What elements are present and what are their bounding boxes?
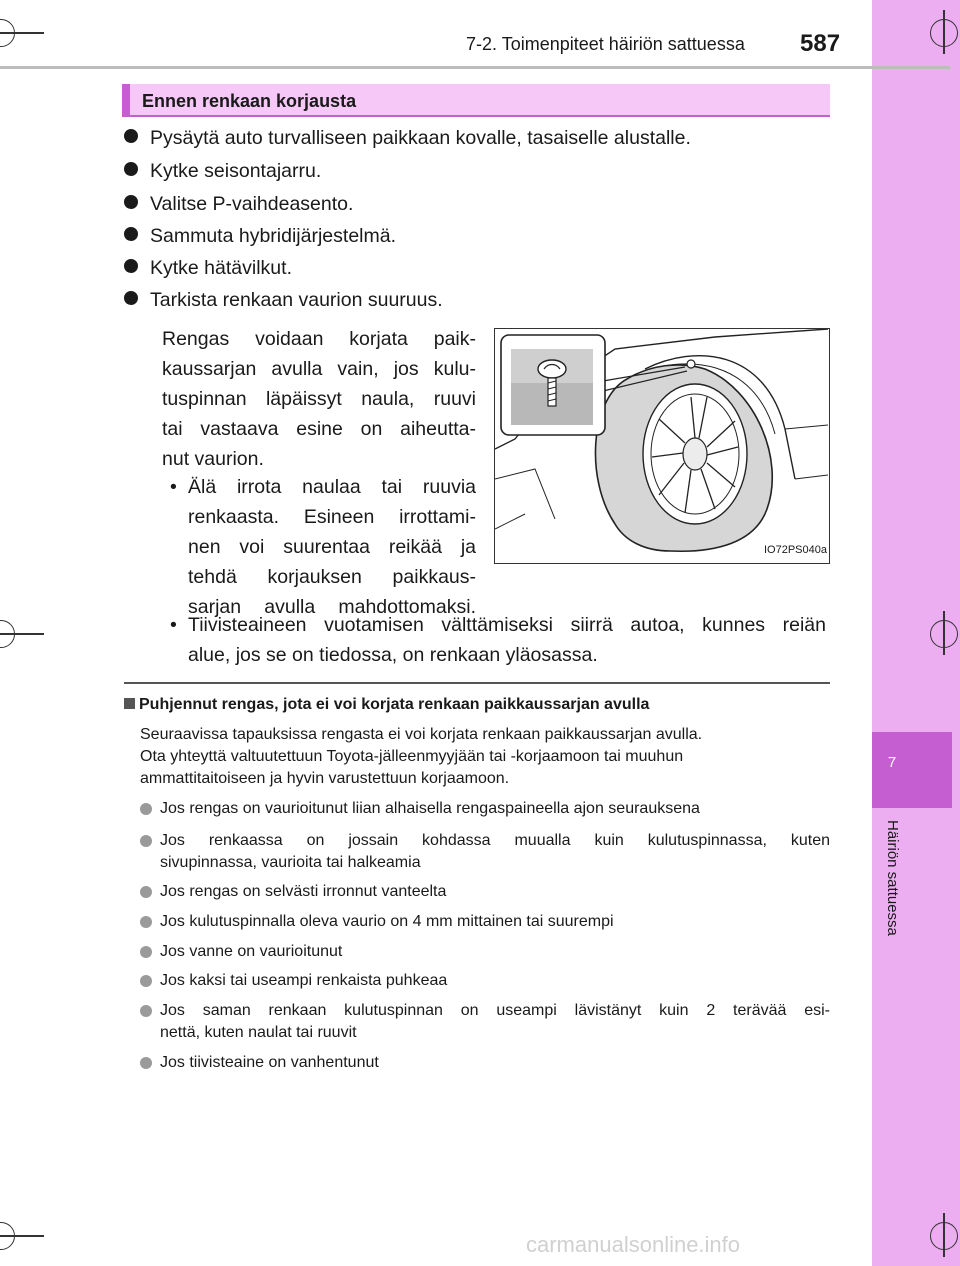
step-text: Sammuta hybridijärjestelmä. <box>150 225 397 247</box>
sub-bullet-line: Älä irrota naulaa tai ruuvia <box>188 476 476 498</box>
condition-line: Jos saman renkaan kulutuspinnan on useampi lävistänyt kuin 2 terävää esi- <box>160 1002 830 1019</box>
bullet-icon <box>124 162 138 176</box>
header-title: 7-2. Toimenpiteet häiriön sattuessa <box>466 34 745 54</box>
body-line: nut vaurion. <box>162 448 264 470</box>
subsection-heading <box>124 696 649 714</box>
sub-bullet <box>170 472 476 622</box>
bullet-icon <box>140 975 152 987</box>
step-text: Kytke seisontajarru. <box>150 160 322 182</box>
sub-bullet <box>170 610 826 670</box>
step-text: Valitse P-vaihdeasento. <box>150 193 354 215</box>
intro-line: ammattitaitoiseen ja hyvin varustettuun korjaamoon. <box>140 770 510 787</box>
step-text: Tarkista renkaan vaurion suuruus. <box>150 289 443 311</box>
header-rule <box>0 66 950 69</box>
chapter-label: Häiriön sattuessa <box>884 820 901 936</box>
square-bullet-icon <box>124 698 135 709</box>
sub-bullet-line: tehdä korjauksen paikkaus- <box>188 566 476 588</box>
page-number: 587 <box>800 30 841 57</box>
condition-line: nettä, kuten naulat tai ruuvit <box>160 1024 357 1041</box>
intro-line: Ota yhteyttä valtuutettuun Toyota-jälleenmyyjään tai -korjaamoon tai muuhun <box>140 748 684 765</box>
condition-line: Jos kaksi tai useampi renkaista puhkeaa <box>160 972 448 989</box>
crop-line <box>943 611 945 655</box>
crop-line <box>0 1235 44 1237</box>
bullet-icon <box>124 129 138 143</box>
section-heading <box>122 84 830 117</box>
chapter-label-wrap <box>880 820 908 970</box>
section-heading-text: Ennen renkaan korjausta <box>142 91 357 111</box>
subsection-heading-text: Puhjennut rengas, jota ei voi korjata renkaan paikkaussarjan avulla <box>139 696 650 713</box>
crop-line <box>943 10 945 54</box>
bullet-icon <box>140 803 152 815</box>
condition-line: Jos rengas on selvästi irronnut vanteelta <box>160 883 447 900</box>
tire-illustration <box>494 328 830 564</box>
sub-bullet-line: sarjan avulla mahdottomaksi. <box>188 596 476 618</box>
condition-line: sivupinnassa, vaurioita tai halkeamia <box>160 854 421 871</box>
bullet-icon <box>140 835 152 847</box>
figure-label: IO72PS040a <box>764 544 827 556</box>
section-divider <box>124 682 830 684</box>
step-item <box>124 192 353 216</box>
step-item <box>124 224 396 248</box>
sub-bullet-mark: • <box>170 476 177 498</box>
bullet-icon <box>140 946 152 958</box>
step-item <box>124 256 292 280</box>
sub-bullet-mark: • <box>170 614 177 636</box>
intro-line: Seuraavissa tapauksissa rengasta ei voi korjata renkaan paikkaussarjan avulla. <box>140 726 703 743</box>
bullet-icon <box>140 1005 152 1017</box>
sub-bullet-line: Tiivisteaineen vuotamisen välttämiseksi siirrä autoa, kunnes reiän <box>188 614 826 636</box>
bullet-icon <box>124 195 138 209</box>
step-item <box>124 159 321 183</box>
step-text: Pysäytä auto turvalliseen paikkaan kovalle, tasaiselle alustalle. <box>150 127 691 149</box>
body-line: tai vastaava esine on aiheutta- <box>162 418 476 440</box>
condition-line: Jos kulutuspinnalla oleva vaurio on 4 mm mittainen tai suurempi <box>160 913 614 930</box>
crop-line <box>943 1213 945 1257</box>
flat-tire-icon <box>495 329 828 562</box>
bullet-icon <box>124 227 138 241</box>
chapter-number: 7 <box>887 754 897 771</box>
body-line: Rengas voidaan korjata paik- <box>162 328 476 350</box>
body-line: tuspinnan läpäissyt naula, ruuvi <box>162 388 476 410</box>
sub-bullet-line: alue, jos se on tiedossa, on renkaan yläosassa. <box>188 644 598 666</box>
body-paragraph <box>162 324 476 474</box>
bullet-icon <box>140 886 152 898</box>
sub-bullet-line: nen voi suurentaa reikää ja <box>188 536 476 558</box>
body-line: kaussarjan avulla vain, jos kulu- <box>162 358 476 380</box>
step-item <box>124 288 443 312</box>
sub-bullet-line: renkaasta. Esineen irrottami- <box>188 506 476 528</box>
condition-line: Jos vanne on vaurioitunut <box>160 943 343 960</box>
condition-line: Jos rengas on vaurioitunut liian alhaisella rengaspaineella ajon seurauksena <box>160 800 700 817</box>
condition-line: Jos tiivisteaine on vanhentunut <box>160 1054 379 1071</box>
step-item <box>124 126 691 150</box>
bullet-icon <box>124 259 138 273</box>
bullet-icon <box>140 1057 152 1069</box>
crop-line <box>0 633 44 635</box>
bullet-icon <box>140 916 152 928</box>
bullet-icon <box>124 291 138 305</box>
step-text: Kytke hätävilkut. <box>150 257 292 279</box>
subsection-intro <box>140 724 830 790</box>
condition-line: Jos renkaassa on jossain kohdassa muualla kuin kulutuspinnassa, kuten <box>160 832 830 849</box>
footer-watermark: carmanualsonline.info <box>526 1232 741 1257</box>
crop-line <box>0 32 44 34</box>
